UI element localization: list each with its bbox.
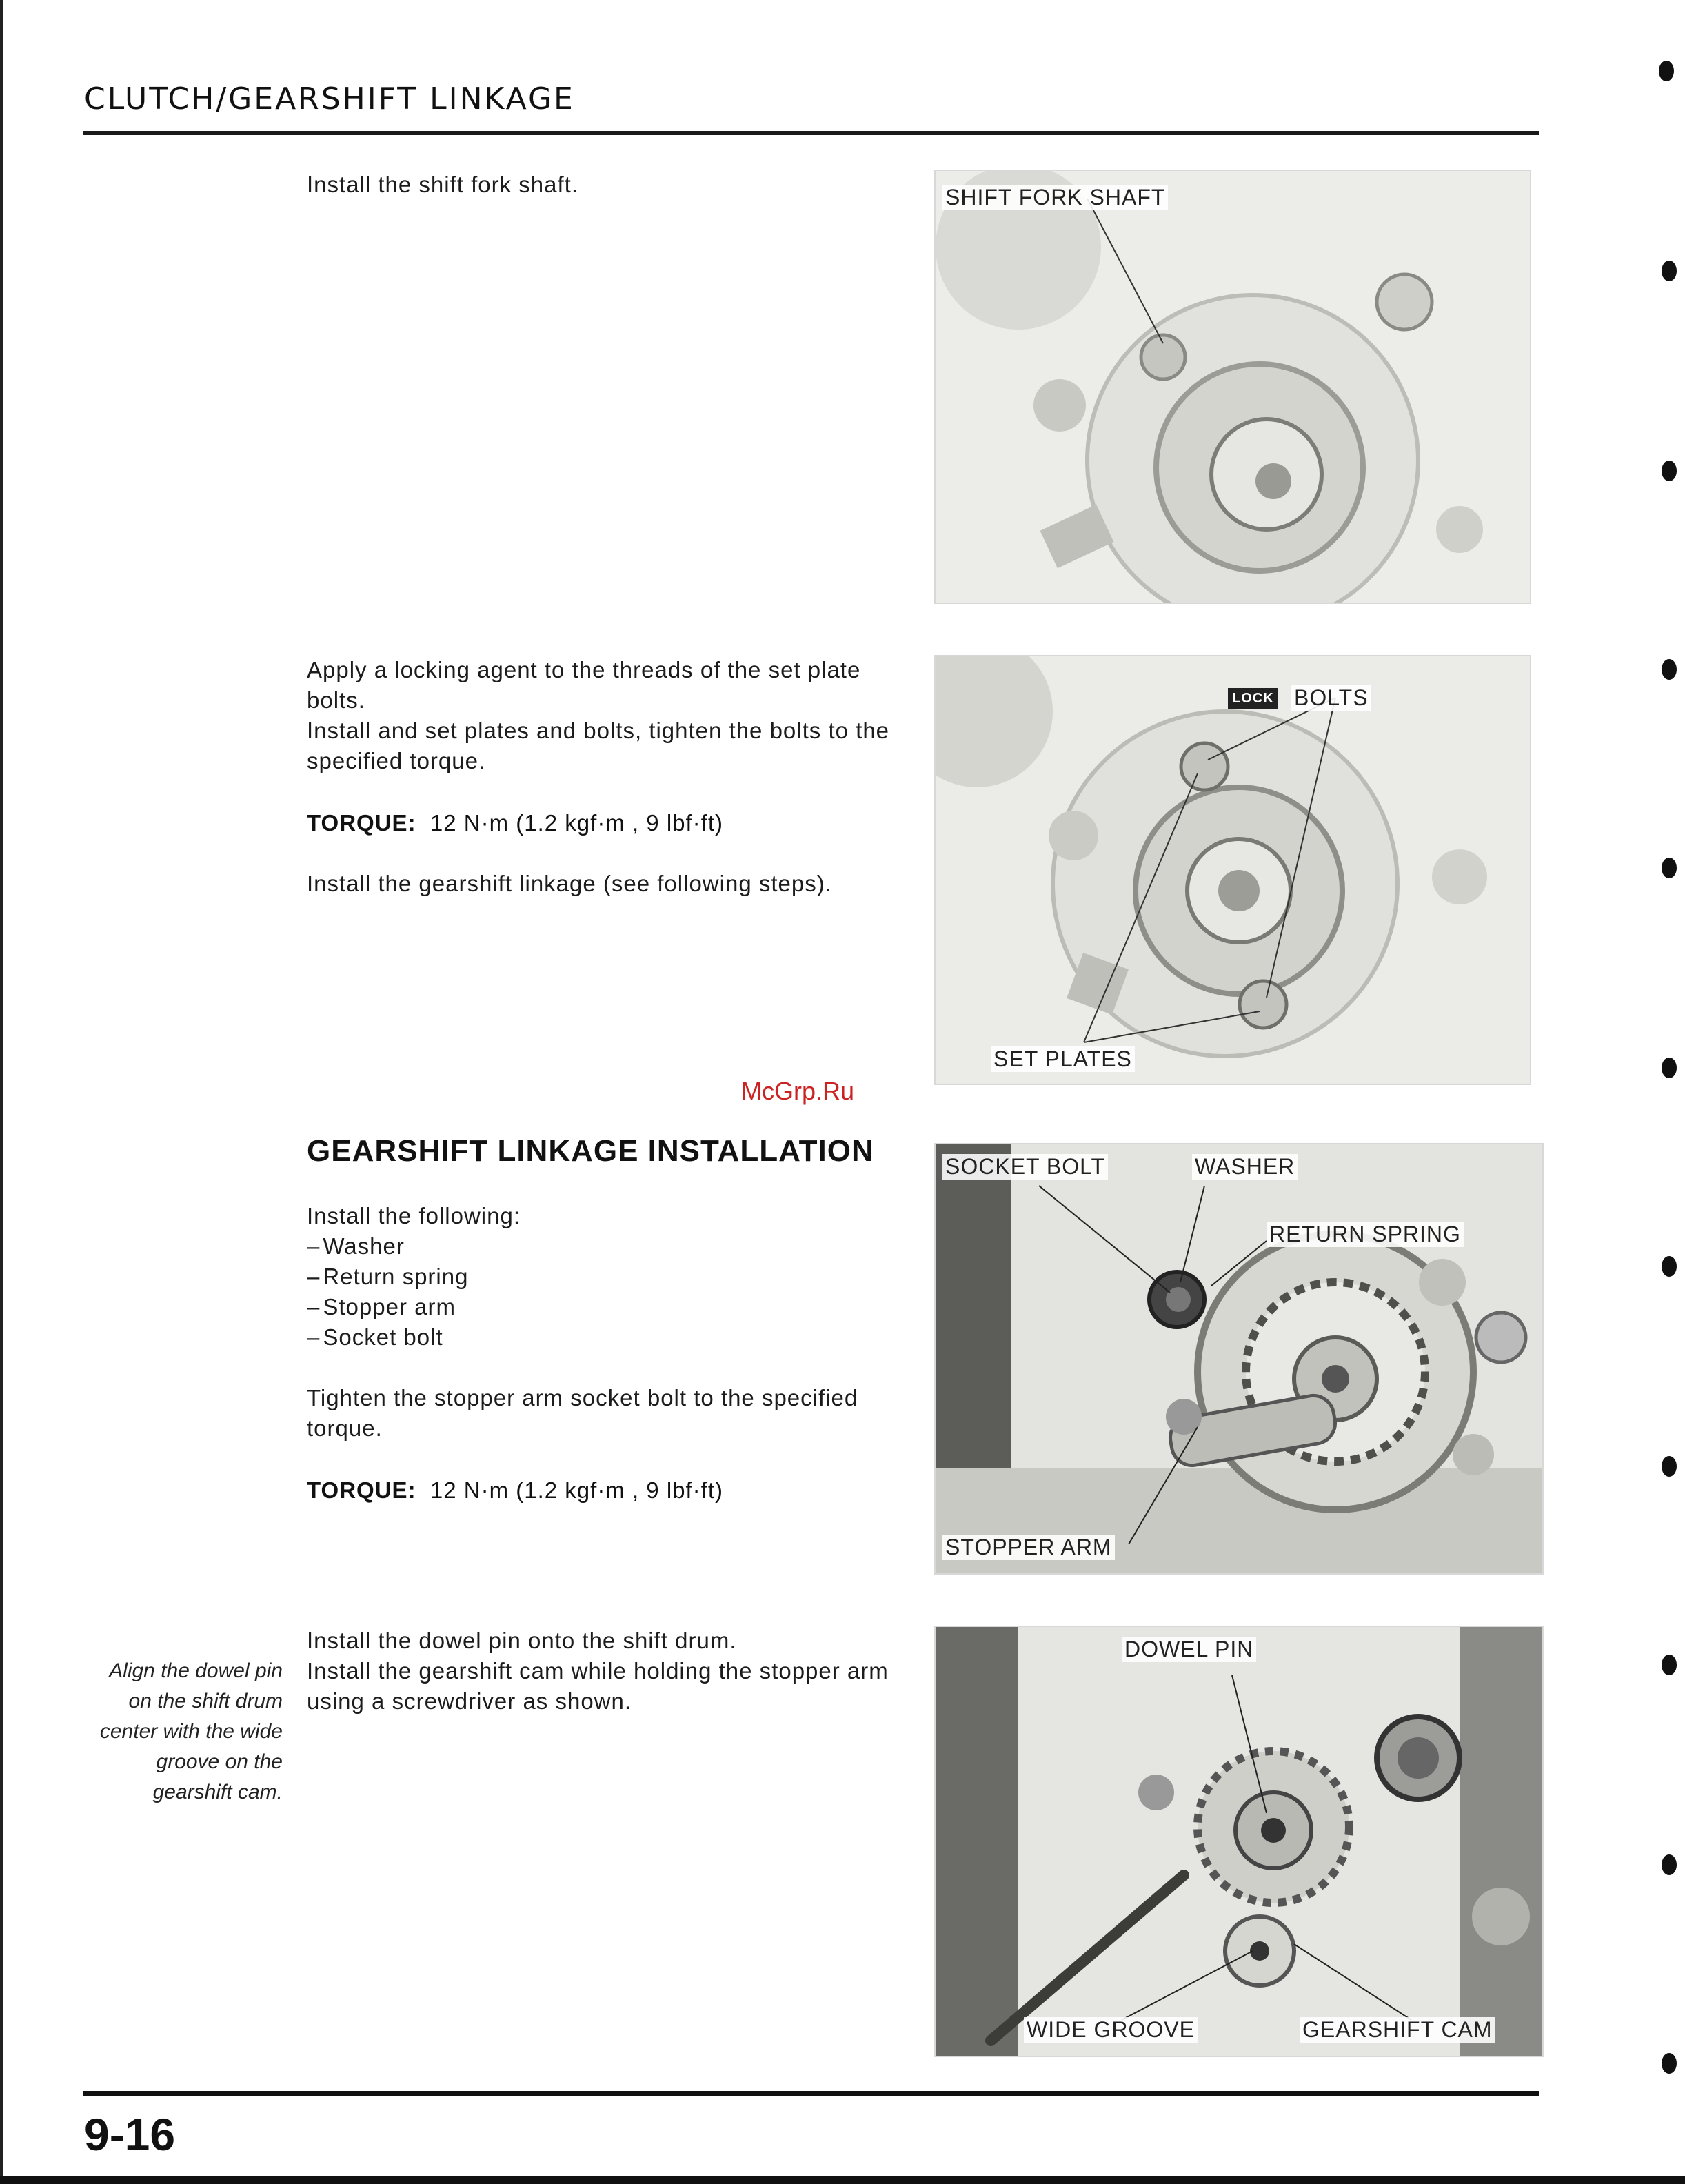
binder-hole (1662, 858, 1677, 878)
label-bolts: BOLTS (1291, 685, 1371, 711)
section-heading: GEARSHIFT LINKAGE INSTALLATION (307, 1134, 874, 1168)
side-note-alignment: Align the dowel pin on the shift drum center with the wide groove on the gearshift cam. (99, 1659, 283, 1803)
page-header-title: CLUTCH/GEARSHIFT LINKAGE (84, 81, 575, 117)
torque-spec-stopper: TORQUE: 12 N·m (1.2 kgf·m , 9 lbf·ft) (307, 1477, 723, 1503)
label-socket-bolt: SOCKET BOLT (942, 1154, 1108, 1180)
figure-gearshift-cam (934, 1626, 1544, 2057)
figure-set-plates (934, 655, 1531, 1085)
binder-hole (1662, 1456, 1677, 1477)
header-rule (83, 131, 1539, 135)
label-dowel-pin: DOWEL PIN (1122, 1637, 1256, 1662)
list-item: – Stopper arm (307, 1292, 914, 1322)
binder-hole (1662, 461, 1677, 481)
step-tighten-stopper: Tighten the stopper arm socket bolt to the specified torque. (307, 1385, 858, 1441)
page-left-edge (0, 0, 3, 2184)
engine-photo-4 (936, 1627, 1542, 2056)
footer-rule (83, 2091, 1539, 2096)
label-washer: WASHER (1192, 1154, 1298, 1180)
list-item: – Socket bolt (307, 1322, 914, 1353)
binder-hole (1662, 659, 1677, 680)
list-item: – Return spring (307, 1262, 914, 1292)
lock-symbol: LOCK (1228, 688, 1278, 709)
watermark: McGrp.Ru (741, 1077, 855, 1105)
page-bottom-edge (0, 2176, 1685, 2184)
label-gearshift-cam: GEARSHIFT CAM (1300, 2017, 1495, 2043)
binder-hole (1662, 1655, 1677, 1675)
set-plates-line-1: Apply a locking agent to the threads of the set plate bolts. (307, 657, 861, 713)
linkage-parts-list (307, 1231, 914, 1353)
binder-hole (1662, 1058, 1677, 1078)
engine-photo-3 (936, 1144, 1542, 1573)
step-set-plates (307, 655, 914, 776)
binder-hole (1662, 1854, 1677, 1875)
linkage-intro: Install the following: (307, 1203, 521, 1228)
binder-hole (1662, 2053, 1677, 2074)
figure-shift-fork-shaft (934, 170, 1531, 604)
set-plates-line-2: Install and set plates and bolts, tighten the bolts to the specified torque. (307, 718, 890, 774)
step-follow-note: Install the gearshift linkage (see following steps). (307, 871, 832, 896)
engine-photo-1 (936, 171, 1530, 603)
list-item: – Washer (307, 1231, 914, 1262)
binder-hole (1659, 61, 1674, 81)
label-set-plates: SET PLATES (991, 1046, 1135, 1072)
label-wide-groove: WIDE GROOVE (1024, 2017, 1198, 2043)
dowel-line-1: Install the dowel pin onto the shift drum. (307, 1628, 737, 1653)
torque-spec-set-plates: TORQUE: 12 N·m (1.2 kgf·m , 9 lbf·ft) (307, 810, 723, 836)
engine-photo-2 (936, 656, 1530, 1084)
binder-hole (1662, 261, 1677, 281)
step-shift-fork-shaft: Install the shift fork shaft. (307, 172, 578, 197)
label-shift-fork-shaft: SHIFT FORK SHAFT (942, 185, 1168, 210)
binder-hole (1662, 1256, 1677, 1277)
label-return-spring: RETURN SPRING (1267, 1222, 1464, 1247)
figure-gearshift-linkage (934, 1143, 1544, 1575)
page-number: 9-16 (84, 2109, 176, 2160)
step-dowel-pin (307, 1626, 914, 1717)
label-stopper-arm: STOPPER ARM (942, 1535, 1115, 1560)
step-linkage-install (307, 1201, 914, 1353)
dowel-line-2: Install the gearshift cam while holding the stopper arm using a screwdriver as shown. (307, 1658, 889, 1714)
